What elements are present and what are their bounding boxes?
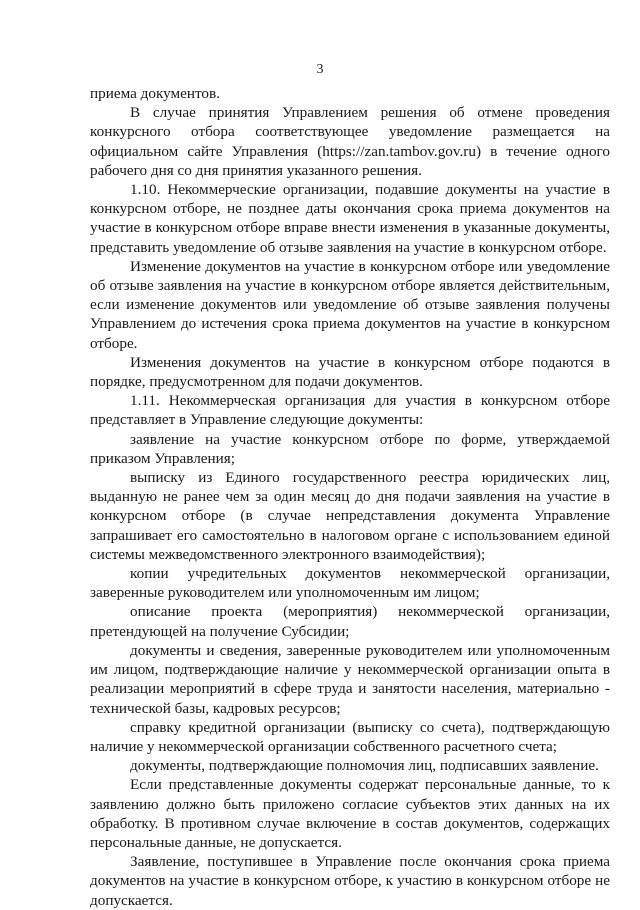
list-item-experience-documents: документы и сведения, заверенные руководителем или уполномоченным им лицом, подтверждающие наличие у некоммерческой организации опыта в реализации мероприятий в сфере труда и занятости населения, материально - технической базы, кадровых ресурсов; (90, 641, 610, 717)
list-item-bank-statement: справку кредитной организации (выписку со счета), подтверждающую наличие у некоммерческой организации собственного расчетного счета; (90, 718, 610, 755)
list-item-founding-documents: копии учредительных документов некоммерческой организации, заверенные руководителем или уполномоченным им лицом; (90, 565, 610, 602)
paragraph-clause-1-10: 1.10. Некоммерческие организации, подавшие документы на участие в конкурсном отборе, не позднее даты окончания срока приема документов на участие в конкурсном отборе вправе внести изменения в указанные документы, представить уведомление об отзыве заявления на участие в конкурсном отборе. (90, 181, 610, 256)
paragraph-2: В случае принятия Управлением решения об отмене проведения конкурсного отбора соответствующее уведомление размещается на официальном сайте Управления (https://zan.tambov.gov.ru) в течение одного рабочего дня со дня принятия указанного решения. (90, 104, 610, 179)
list-item-authority-documents: документы, подтверждающие полномочия лиц, подписавших заявление. (130, 757, 599, 775)
paragraph-clause-1-11: 1.11. Некоммерческая организация для участия в конкурсном отборе представляет в Управление следующие документы: (90, 392, 610, 429)
document-body (90, 84, 610, 910)
paragraph-late-application: Заявление, поступившее в Управление после окончания срока приема документов на участие в конкурсном отборе, к участию в конкурсном отборе не допускается. (90, 853, 610, 909)
list-item-registry-extract: выписку из Единого государственного реестра юридических лиц, выданную не ранее чем за один месяц до дня подачи заявления на участие в конкурсном отборе (в случае непредставления документа Управление запрашивает его самостоятельно в налоговом органе с использованием единой системы межведомственного электронного взаимодействия); (90, 469, 610, 563)
page-number: 3 (316, 62, 324, 77)
paragraph-1: приема документов. (90, 85, 220, 102)
paragraph-personal-data: Если представленные документы содержат персональные данные, то к заявлению должно быть приложено согласие субъектов этих данных на их обработку. В противном случае включение в состав документов, содержащих персональные данные, не допускается. (90, 776, 610, 851)
list-item-application: заявление на участие конкурсном отборе по форме, утверждаемой приказом Управления; (90, 430, 610, 467)
paragraph-4: Изменение документов на участие в конкурсном отборе или уведомление об отзыве заявления на участие в конкурсном отборе является действительным, если изменение документов или уведомление об отзыве заявления получены Управлением до истечения срока приема документов на участие в конкурсном отборе. (90, 257, 610, 352)
paragraph-5: Изменения документов на участие в конкурсном отборе подаются в порядке, предусмотренном для подачи документов. (90, 353, 610, 391)
list-item-project-description: описание проекта (мероприятия) некоммерческой организации, претендующей на получение Субсидии; (90, 603, 610, 640)
